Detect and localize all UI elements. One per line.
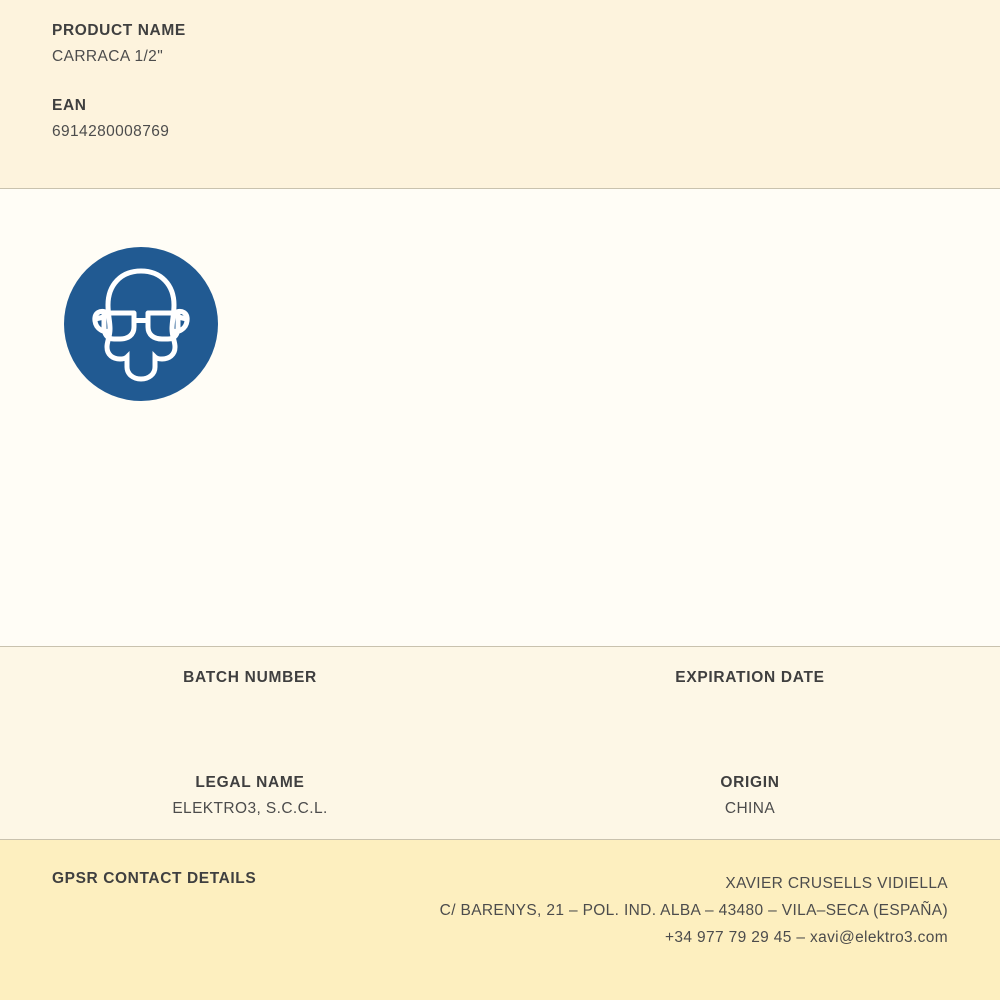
- wear-eye-protection-icon: [64, 247, 218, 401]
- info-row-legal-origin: [0, 774, 1000, 818]
- expiration-date-field: [500, 669, 1000, 713]
- batch-number-field: [0, 669, 500, 713]
- gpsr-contact-label: GPSR CONTACT DETAILS: [52, 870, 257, 887]
- info-section: [0, 647, 1000, 839]
- origin-value: CHINA: [724, 800, 776, 817]
- legal-name-label: LEGAL NAME: [195, 774, 305, 791]
- origin-field: [500, 774, 1000, 818]
- ean-field: [52, 97, 1000, 141]
- header-section: [0, 0, 1000, 188]
- product-name-value: CARRACA 1/2": [52, 48, 164, 65]
- expiration-date-label: EXPIRATION DATE: [675, 669, 825, 686]
- info-row-batch-expiration: [0, 669, 1000, 713]
- legal-name-value: ELEKTRO3, S.C.C.L.: [172, 800, 328, 817]
- expiration-date-value: [500, 695, 1000, 713]
- origin-label: ORIGIN: [720, 774, 780, 791]
- batch-number-value: [0, 695, 500, 713]
- batch-number-label: BATCH NUMBER: [183, 669, 317, 686]
- contact-address: C/ BARENYS, 21 – POL. IND. ALBA – 43480 – VILA–SECA (ESPAÑA): [439, 902, 948, 919]
- footer-section: [0, 840, 1000, 1000]
- gpsr-contact-details: [440, 870, 948, 951]
- contact-name: XAVIER CRUSELLS VIDIELLA: [725, 875, 948, 892]
- contact-phone-email: +34 977 79 29 45 – xavi@elektro3.com: [665, 929, 948, 946]
- legal-name-field: [0, 774, 500, 818]
- product-name-field: [52, 22, 1000, 66]
- ean-label: EAN: [52, 97, 87, 114]
- ean-value: 6914280008769: [52, 123, 170, 140]
- pictogram-section: [0, 189, 1000, 646]
- product-name-label: PRODUCT NAME: [52, 22, 186, 39]
